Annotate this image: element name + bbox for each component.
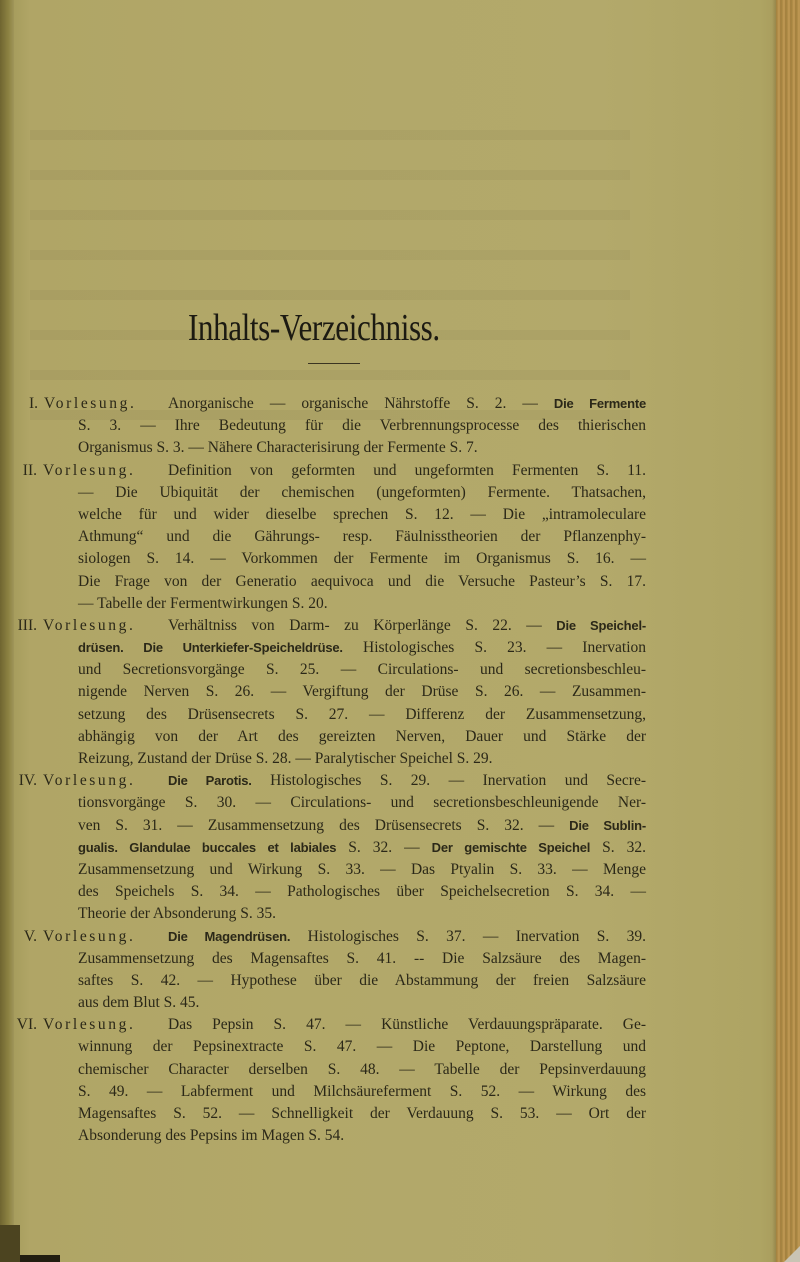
entry-text: Magensaftes S. 52. — Schnelligkeit der Verdauung S. 53. — Ort der — [78, 1105, 646, 1122]
bold-heading-text: Die Fermente — [553, 396, 646, 411]
title-rule — [308, 363, 360, 364]
toc-line — [0, 681, 800, 703]
toc-line — [0, 593, 800, 615]
entry-text: abhängig von der Art des gereizten Nerven, Dauer und Stärke der — [78, 727, 646, 745]
lecture-label: Vorlesung. — [44, 395, 137, 412]
lecture-label: Vorlesung. — [43, 927, 136, 945]
lecture-label: Vorlesung. — [43, 772, 136, 790]
page-title: Inhalts-Verzeichniss. — [187, 307, 440, 349]
toc-entry — [0, 926, 800, 1015]
toc-line — [0, 571, 800, 593]
entry-text: Definition von geformten und ungeformten Fermenten S. 11. — [168, 461, 646, 479]
entry-text: — Die Ubiquität der chemischen (ungeformten) Fermente. Thatsachen, — [78, 483, 646, 501]
entry-text: Athmung“ und die Gährungs- resp. Fäulnisstheorien der Pflanzenphy- — [78, 528, 646, 546]
entry-text: Anorganische — organische Nährstoffe S. 2. — — [168, 395, 554, 412]
toc-line — [0, 970, 800, 992]
entry-text: nigende Nerven S. 26. — Vergiftung der Drüse S. 26. — Zusammen- — [78, 683, 646, 701]
lecture-label: Vorlesung. — [43, 1016, 136, 1034]
entry-text: Das Pepsin S. 47. — Künstliche Verdauungspräparate. Ge- — [168, 1016, 646, 1034]
entry-text: Absonderung des Pepsins im Magen S. 54. — [78, 1127, 345, 1145]
toc-line — [0, 393, 800, 415]
entry-text: Verhältniss von Darm- zu Körperlänge S. 22. — — [168, 616, 557, 634]
toc-line — [0, 415, 800, 437]
bold-heading-text: Die Speichel- — [556, 617, 646, 633]
toc-line — [0, 792, 800, 814]
toc-line — [0, 1125, 800, 1147]
entry-text: — Tabelle der Fermentwirkungen S. 20. — [78, 594, 328, 612]
entry-text: winnung der Pepsinextracte S. 47. — Die Peptone, Darstellung und — [78, 1038, 646, 1056]
entry-text: welche für und wider dieselbe sprechen S. 12. — Die „intramoleculare — [78, 505, 646, 523]
entry-text: Histologisches S. 37. — Inervation S. 39. — [290, 927, 646, 945]
toc-line — [0, 881, 800, 903]
toc-entry — [0, 770, 800, 925]
binding-shadow — [0, 1225, 20, 1262]
entry-text: saftes S. 42. — Hypothese über die Abstammung der freien Salzsäure — [78, 971, 646, 989]
toc-line — [0, 460, 800, 482]
entry-text: chemischer Character derselben S. 48. — Tabelle der Pepsinverdauung — [78, 1060, 646, 1078]
toc-line — [0, 926, 800, 948]
bold-heading-text: gualis. Glandulae buccales et labiales — [78, 839, 337, 855]
toc-line — [0, 637, 800, 659]
toc-line — [0, 1081, 800, 1103]
entry-text: S. 32. — — [336, 838, 432, 856]
lecture-label: Vorlesung. — [43, 616, 136, 634]
lecture-label: Vorlesung. — [43, 461, 136, 479]
entry-text: Reizung, Zustand der Drüse S. 28. — Paralytischer Speichel S. 29. — [78, 750, 493, 767]
bold-heading-text: Der gemischte Speichel — [431, 839, 591, 855]
entry-text: und Secretionsvorgänge S. 25. — Circulations- und secretionsbeschleu- — [78, 661, 646, 679]
toc-line — [0, 659, 800, 681]
toc-line — [0, 992, 800, 1014]
entry-text: Histologisches S. 29. — Inervation und Secre- — [251, 772, 646, 790]
toc-entry — [0, 1014, 800, 1147]
toc-line — [0, 482, 800, 504]
table-of-contents — [0, 393, 800, 1147]
lecture-numeral: II. — [22, 461, 37, 479]
toc-entry — [0, 393, 800, 460]
bold-heading-text: Die Parotis. — [168, 773, 252, 789]
toc-line — [0, 1014, 800, 1036]
entry-text: Die Frage von der Generatio aequivoca und die Versuche Pasteur’s S. 17. — [78, 572, 646, 590]
entry-text: ven S. 31. — Zusammensetzung des Drüsensecrets S. 32. — — [78, 816, 570, 834]
toc-entry — [0, 460, 800, 615]
lecture-numeral: IV. — [18, 772, 37, 790]
entry-text: Histologisches S. 23. — Inervation — [342, 639, 646, 657]
toc-line — [0, 437, 800, 459]
toc-line — [0, 948, 800, 970]
entry-text: S. 3. — Ihre Bedeutung für die Verbrennungsprocesse des thierischen — [78, 417, 646, 435]
entry-text: des Speichels S. 34. — Pathologisches über Speichelsecretion S. 34. — — [78, 883, 646, 901]
toc-line — [0, 903, 800, 925]
toc-line — [0, 1036, 800, 1058]
bold-heading-text: drüsen. Die Unterkiefer-Speicheldrüse. — [78, 640, 343, 656]
toc-line — [0, 815, 800, 837]
entry-text: Zusammensetzung und Wirkung S. 33. — Das Ptyalin S. 33. — Menge — [78, 860, 646, 878]
toc-line — [0, 1103, 800, 1125]
entry-text: siologen S. 14. — Vorkommen der Fermente im Organismus S. 16. — — [78, 550, 646, 568]
entry-text: S. 32. — [590, 838, 647, 856]
toc-line — [0, 504, 800, 526]
toc-line — [0, 548, 800, 570]
entry-text: Theorie der Absonderung S. 35. — [78, 905, 277, 923]
entry-text: Zusammensetzung des Magensaftes S. 41. -- Die Salzsäure des Magen- — [78, 949, 646, 967]
entry-text: aus dem Blut S. 45. — [78, 994, 200, 1012]
lecture-numeral: VI. — [16, 1016, 37, 1034]
show-through-text — [30, 130, 630, 430]
page-shadow — [20, 1255, 60, 1262]
entry-text: S. 49. — Labferment und Milchsäureferment S. 52. — Wirkung des — [78, 1082, 646, 1100]
entry-text: setzung des Drüsensecrets S. 27. — Differenz der Zusammensetzung, — [78, 705, 646, 723]
bold-heading-text: Die Sublin- — [569, 817, 646, 833]
entry-text: Organismus S. 3. — Nähere Characterisirung der Fermente S. 7. — [78, 439, 478, 457]
lecture-numeral: V. — [23, 927, 37, 945]
toc-line — [0, 1059, 800, 1081]
toc-entry — [0, 615, 800, 770]
toc-line — [0, 837, 800, 859]
toc-line — [0, 704, 800, 726]
toc-line — [0, 748, 800, 770]
toc-line — [0, 770, 800, 792]
entry-text: tionsvorgänge S. 30. — Circulations- und secretionsbeschleunigende Ner- — [78, 794, 646, 812]
toc-line — [0, 726, 800, 748]
bold-heading-text: Die Magendrüsen. — [168, 928, 291, 944]
lecture-numeral: I. — [28, 395, 38, 412]
toc-line — [0, 859, 800, 881]
toc-line — [0, 526, 800, 548]
toc-line — [0, 615, 800, 637]
lecture-numeral: III. — [17, 616, 37, 634]
